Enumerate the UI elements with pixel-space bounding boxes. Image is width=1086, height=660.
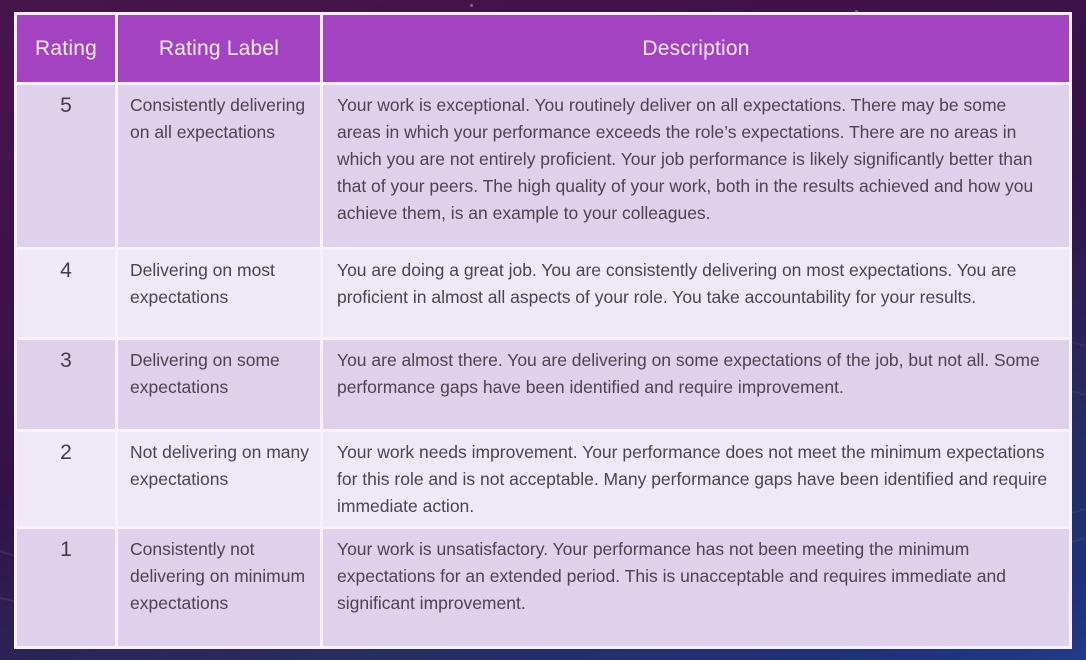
- rating-cell: 5: [16, 84, 117, 249]
- description-cell: Your work needs improvement. Your performance does not meet the minimum expectations for this role and is not acceptable. Many performance gaps have been identified and require immediate action.: [322, 431, 1071, 528]
- description-cell: Your work is unsatisfactory. Your performance has not been meeting the minimum expectations for an extended period. This is unacceptable and requires immediate and significant improvement.: [322, 528, 1071, 648]
- rating-cell: 1: [16, 528, 117, 648]
- table-row: [16, 528, 1071, 648]
- rating-label-cell: Consistently not delivering on minimum expectations: [117, 528, 322, 648]
- rating-scale-table: [14, 12, 1072, 649]
- rating-column-header: Rating: [16, 14, 117, 84]
- rating-label-cell: Not delivering on many expectations: [117, 431, 322, 528]
- table-row: [16, 249, 1071, 339]
- rating-label-cell: Delivering on most expectations: [117, 249, 322, 339]
- description-cell: Your work is exceptional. You routinely deliver on all expectations. There may be some areas in which your performance exceeds the role’s expectations. There are no areas in which you are not entirely proficient. Your job performance is likely significantly better than that of your peers. The high quality of your work, both in the results achieved and how you achieve them, is an example to your colleagues.: [322, 84, 1071, 249]
- description-column-header: Description: [322, 14, 1071, 84]
- description-cell: You are doing a great job. You are consistently delivering on most expectations. You are proficient in almost all aspects of your role. You take accountability for your results.: [322, 249, 1071, 339]
- table-row: [16, 431, 1071, 528]
- table-row: [16, 339, 1071, 431]
- rating-label-cell: Delivering on some expectations: [117, 339, 322, 431]
- backdrop-star-decoration: [470, 4, 473, 7]
- rating-cell: 2: [16, 431, 117, 528]
- table-header-row: [16, 14, 1071, 84]
- table-row: [16, 84, 1071, 249]
- rating-label-cell: Consistently delivering on all expectations: [117, 84, 322, 249]
- rating-cell: 4: [16, 249, 117, 339]
- rating-label-column-header: Rating Label: [117, 14, 322, 84]
- rating-cell: 3: [16, 339, 117, 431]
- description-cell: You are almost there. You are delivering on some expectations of the job, but not all. Some performance gaps have been identified and require improvement.: [322, 339, 1071, 431]
